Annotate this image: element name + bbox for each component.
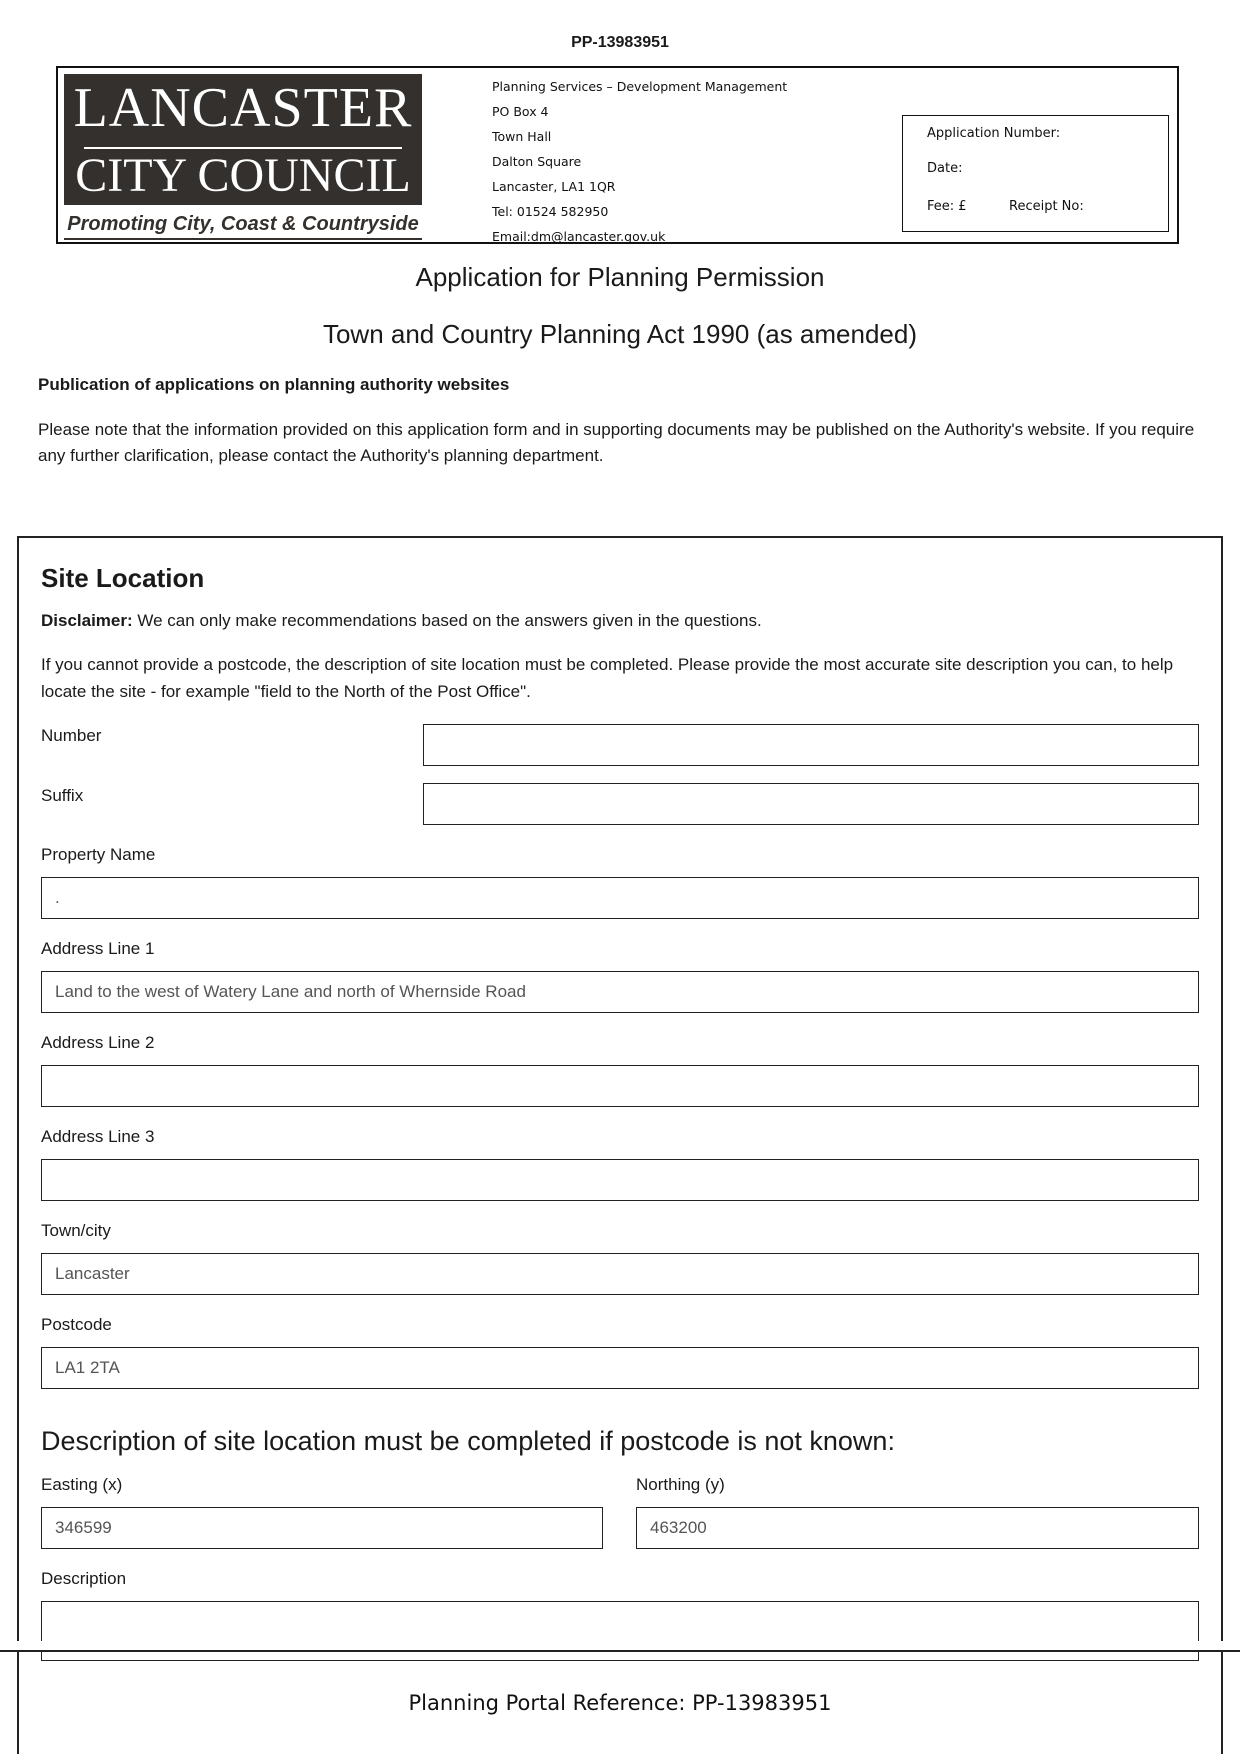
number-input[interactable] <box>423 724 1199 766</box>
page-footer: Planning Portal Reference: PP-13983951 <box>408 1691 832 1715</box>
address-email: Email:dm@lancaster.gov.uk <box>492 229 666 244</box>
address-line-1-label: Address Line 1 <box>41 939 155 958</box>
top-reference: PP-13983951 <box>571 34 669 51</box>
address-line-3-label: Address Line 3 <box>41 1127 155 1146</box>
tagline-underline <box>64 238 422 240</box>
address-line: Town Hall <box>492 129 552 144</box>
address-line: Planning Services – Development Management <box>492 79 788 94</box>
council-logo <box>64 74 422 205</box>
office-use-box <box>902 115 1169 232</box>
property-name-input[interactable]: . <box>41 877 1199 919</box>
page-break-rule <box>0 1650 1240 1652</box>
section-title: Site Location <box>41 563 205 593</box>
postcode-label: Postcode <box>41 1315 112 1334</box>
address-line-2-input[interactable] <box>41 1065 1199 1107</box>
property-name-label: Property Name <box>41 845 156 864</box>
northing-label: Northing (y) <box>636 1475 725 1494</box>
publication-text: Please note that the information provided on this application form and in supporting documents may be published on the Authority's website. If you require any further clarification, please contact the Authority's planning department. <box>38 420 1195 465</box>
address-line: Lancaster, LA1 1QR <box>492 179 616 194</box>
disclaimer-text: We can only make recommendations based on the answers given in the questions. <box>132 611 762 630</box>
description-heading: Description of site location must be completed if postcode is not known: <box>41 1426 895 1456</box>
publication-heading: Publication of applications on planning authority websites <box>38 375 510 394</box>
suffix-label: Suffix <box>41 786 84 805</box>
council-header <box>56 66 1179 244</box>
page-break-cover <box>0 1641 1240 1650</box>
disclaimer <box>41 611 762 631</box>
receipt-label: Receipt No: <box>1009 199 1084 214</box>
site-location-section <box>17 536 1223 1754</box>
page-subtitle: Town and Country Planning Act 1990 (as amended) <box>322 319 918 349</box>
logo-tagline: Promoting City, Coast & Countryside <box>67 213 419 235</box>
fee-label: Fee: £ <box>927 199 967 214</box>
logo-line-1: LANCASTER <box>73 77 413 139</box>
address-line-2-label: Address Line 2 <box>41 1033 155 1052</box>
address-line-3-input[interactable] <box>41 1159 1199 1201</box>
description-label: Description <box>41 1569 127 1588</box>
address-line: Dalton Square <box>492 154 582 169</box>
application-number-label: Application Number: <box>927 126 1061 141</box>
number-label: Number <box>41 726 102 745</box>
town-city-input[interactable]: Lancaster <box>41 1253 1199 1295</box>
date-label: Date: <box>927 161 963 176</box>
address-line: PO Box 4 <box>492 104 549 119</box>
page-title: Application for Planning Permission <box>415 262 825 292</box>
town-city-label: Town/city <box>41 1221 111 1240</box>
address-phone: Tel: 01524 582950 <box>492 204 609 219</box>
easting-label: Easting (x) <box>41 1475 123 1494</box>
postcode-input[interactable]: LA1 2TA <box>41 1347 1199 1389</box>
logo-line-2: CITY COUNCIL <box>75 149 411 202</box>
suffix-input[interactable] <box>423 783 1199 825</box>
address-line-1-input[interactable]: Land to the west of Watery Lane and north of Whernside Road <box>41 971 1199 1013</box>
northing-input[interactable]: 463200 <box>636 1507 1199 1549</box>
description-input[interactable] <box>41 1601 1199 1661</box>
council-address <box>492 74 787 249</box>
disclaimer-label: Disclaimer: <box>41 611 133 630</box>
easting-input[interactable]: 346599 <box>41 1507 603 1549</box>
site-instructions: If you cannot provide a postcode, the description of site location must be completed. Please provide the most accurate site description you can, to help locate the site - for example "field to the North of the Post Office". <box>41 655 1174 701</box>
